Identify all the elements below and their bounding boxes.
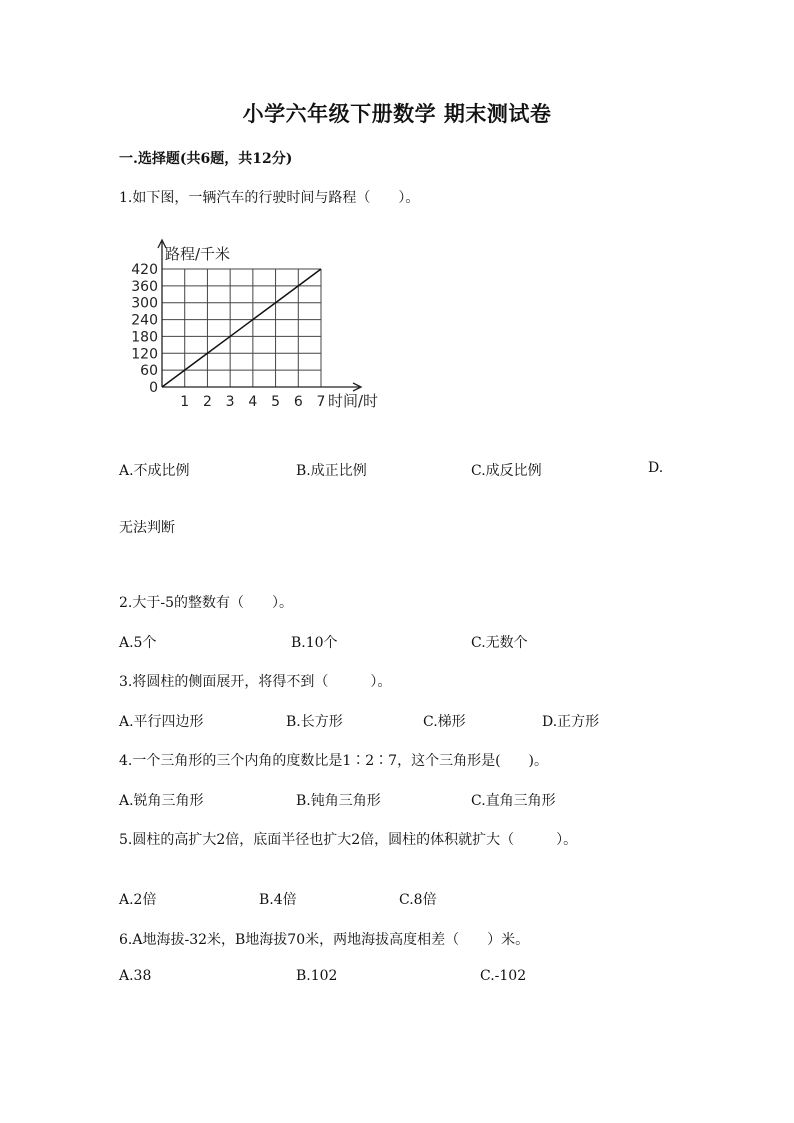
question-1-option-a[interactable]: A.不成比例 (119, 463, 190, 479)
question-4-option-b[interactable]: B.钝角三角形 (296, 793, 381, 809)
y-tick-label: 60 (140, 363, 158, 380)
x-tick-label: 3 (225, 394, 235, 410)
question-6-option-b[interactable]: B.102 (296, 968, 338, 984)
chart-series (162, 269, 321, 387)
x-tick-label: 4 (248, 394, 258, 410)
y-tick-label: 420 (131, 262, 158, 278)
question-4-option-c[interactable]: C.直角三角形 (471, 793, 556, 809)
question-3-option-b[interactable]: B.长方形 (286, 714, 343, 730)
question-2-option-b[interactable]: B.10个 (291, 635, 338, 651)
question-1-stem: 1.如下图，一辆汽车的行驶时间与路程（ ）。 (119, 190, 420, 206)
y-tick-label: 120 (131, 346, 158, 363)
question-1-option-d[interactable]: D. (648, 460, 664, 476)
question-2-option-a[interactable]: A.5个 (119, 635, 157, 651)
question-2-stem: 2.大于-5的整数有（ ）。 (119, 595, 293, 611)
series-line (162, 269, 321, 387)
question-6-option-c[interactable]: C.-102 (480, 968, 527, 984)
question-3-stem: 3.将圆柱的侧面展开，将得不到（ ）。 (119, 674, 392, 690)
x-tick-label: 7 (316, 394, 326, 410)
question-3-option-d[interactable]: D.正方形 (542, 714, 600, 730)
x-tick-label: 5 (271, 394, 281, 410)
y-tick-label: 0 (149, 380, 158, 396)
question-6-option-a[interactable]: A.38 (119, 968, 152, 984)
question-2-option-c[interactable]: C.无数个 (471, 635, 528, 651)
question-5-option-a[interactable]: A.2倍 (119, 892, 157, 908)
y-tick-label: 300 (131, 295, 158, 312)
x-tick-label: 6 (293, 394, 303, 410)
section-heading: 一.选择题(共6题，共12分) (119, 151, 293, 167)
y-axis-label: 路程/千米 (165, 245, 231, 263)
x-tick-label: 2 (202, 394, 212, 410)
y-tick-label: 180 (131, 329, 158, 346)
question-4-option-a[interactable]: A.锐角三角形 (119, 793, 204, 809)
question-1-option-b[interactable]: B.成正比例 (296, 463, 367, 479)
question-3-option-a[interactable]: A.平行四边形 (119, 714, 204, 730)
y-tick-label: 360 (131, 278, 158, 295)
question-3-option-c[interactable]: C.梯形 (423, 714, 466, 730)
question-4-stem: 4.一个三角形的三个内角的度数比是1∶2∶7，这个三角形是( )。 (119, 753, 549, 769)
page-title: 小学六年级下册数学 期末测试卷 (242, 101, 552, 126)
x-tick-label: 1 (180, 394, 190, 410)
question-5-option-c[interactable]: C.8倍 (399, 892, 437, 908)
distance-time-chart (120, 237, 400, 412)
question-1-option-d-text: 无法判断 (119, 520, 175, 536)
question-1-option-c[interactable]: C.成反比例 (471, 463, 542, 479)
y-tick-label: 240 (131, 312, 158, 329)
question-5-option-b[interactable]: B.4倍 (259, 892, 297, 908)
x-axis-label: 时间/时 (328, 392, 379, 410)
question-5-stem: 5.圆柱的高扩大2倍，底面半径也扩大2倍，圆柱的体积就扩大（ ）。 (119, 832, 578, 848)
question-6-stem: 6.A地海拔-32米，B地海拔70米，两地海拔高度相差（ ）米。 (119, 932, 530, 948)
